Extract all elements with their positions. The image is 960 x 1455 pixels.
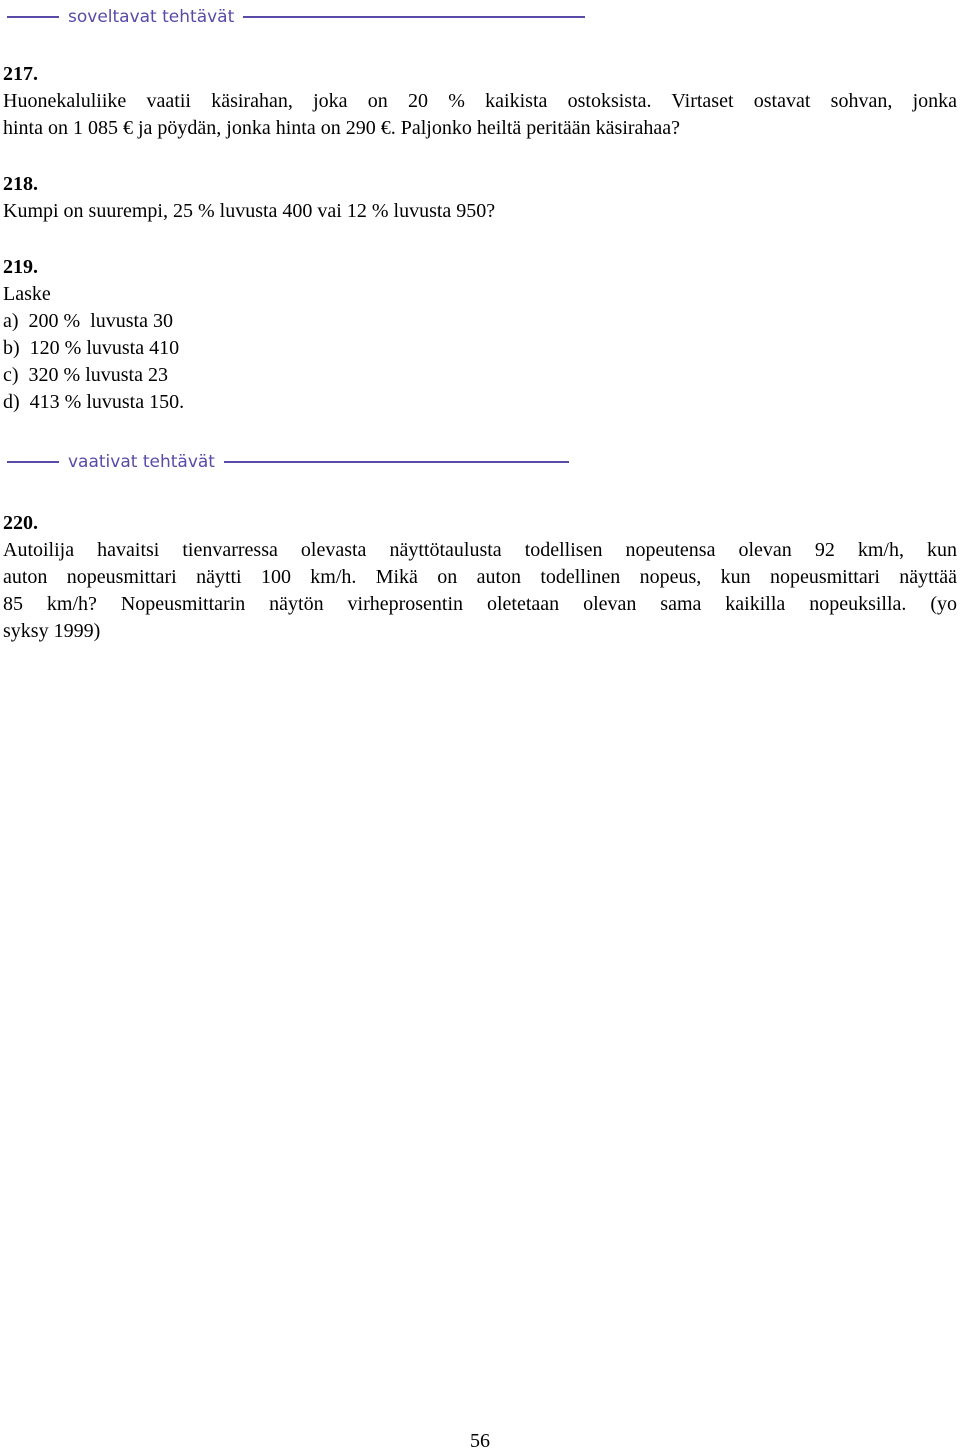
task-number: 219. xyxy=(3,256,38,278)
header-rule-right xyxy=(224,461,569,463)
task-text-line: Huonekaluliike vaatii käsirahan, joka on 20 % kaikista ostoksista. Virtaset ostavat sohvan, jonka xyxy=(3,90,957,112)
list-item: c) 320 % luvusta 23 xyxy=(3,364,168,386)
section-label-applied: soveltavat tehtävät xyxy=(68,7,235,27)
task-intro: Laske xyxy=(3,283,51,305)
header-rule-left xyxy=(7,16,59,18)
task-219 xyxy=(3,254,184,416)
header-rule-right xyxy=(243,16,585,18)
task-218 xyxy=(3,171,495,225)
task-text-line: 85 km/h? Nopeusmittarin näytön virheprosentin oletetaan olevan sama kaikilla nopeuksilla. (yo xyxy=(3,593,957,615)
list-item: a) 200 % luvusta 30 xyxy=(3,310,173,332)
task-number: 217. xyxy=(3,63,38,85)
section-header-demanding xyxy=(7,451,569,473)
list-item: b) 120 % luvusta 410 xyxy=(3,337,180,359)
task-220 xyxy=(3,510,957,645)
list-item: d) 413 % luvusta 150. xyxy=(3,391,185,413)
header-rule-left xyxy=(7,461,59,463)
section-header-applied xyxy=(7,6,585,28)
task-text-line: Kumpi on suurempi, 25 % luvusta 400 vai 12 % luvusta 950? xyxy=(3,200,496,222)
page-number: 56 xyxy=(470,1430,490,1452)
task-text-line: Autoilija havaitsi tienvarressa olevasta näyttötaulusta todellisen nopeutensa olevan 92 km/h, kun xyxy=(3,539,957,561)
task-217 xyxy=(3,61,957,142)
task-number: 218. xyxy=(3,173,38,195)
task-text-line: auton nopeusmittari näytti 100 km/h. Mikä on auton todellinen nopeus, kun nopeusmittari näyttää xyxy=(3,566,957,588)
task-text-line: syksy 1999) xyxy=(3,620,101,642)
task-text-line: hinta on 1 085 € ja pöydän, jonka hinta on 290 €. Paljonko heiltä peritään käsirahaa? xyxy=(3,117,681,139)
section-label-demanding: vaativat tehtävät xyxy=(68,452,215,472)
task-number: 220. xyxy=(3,512,38,534)
